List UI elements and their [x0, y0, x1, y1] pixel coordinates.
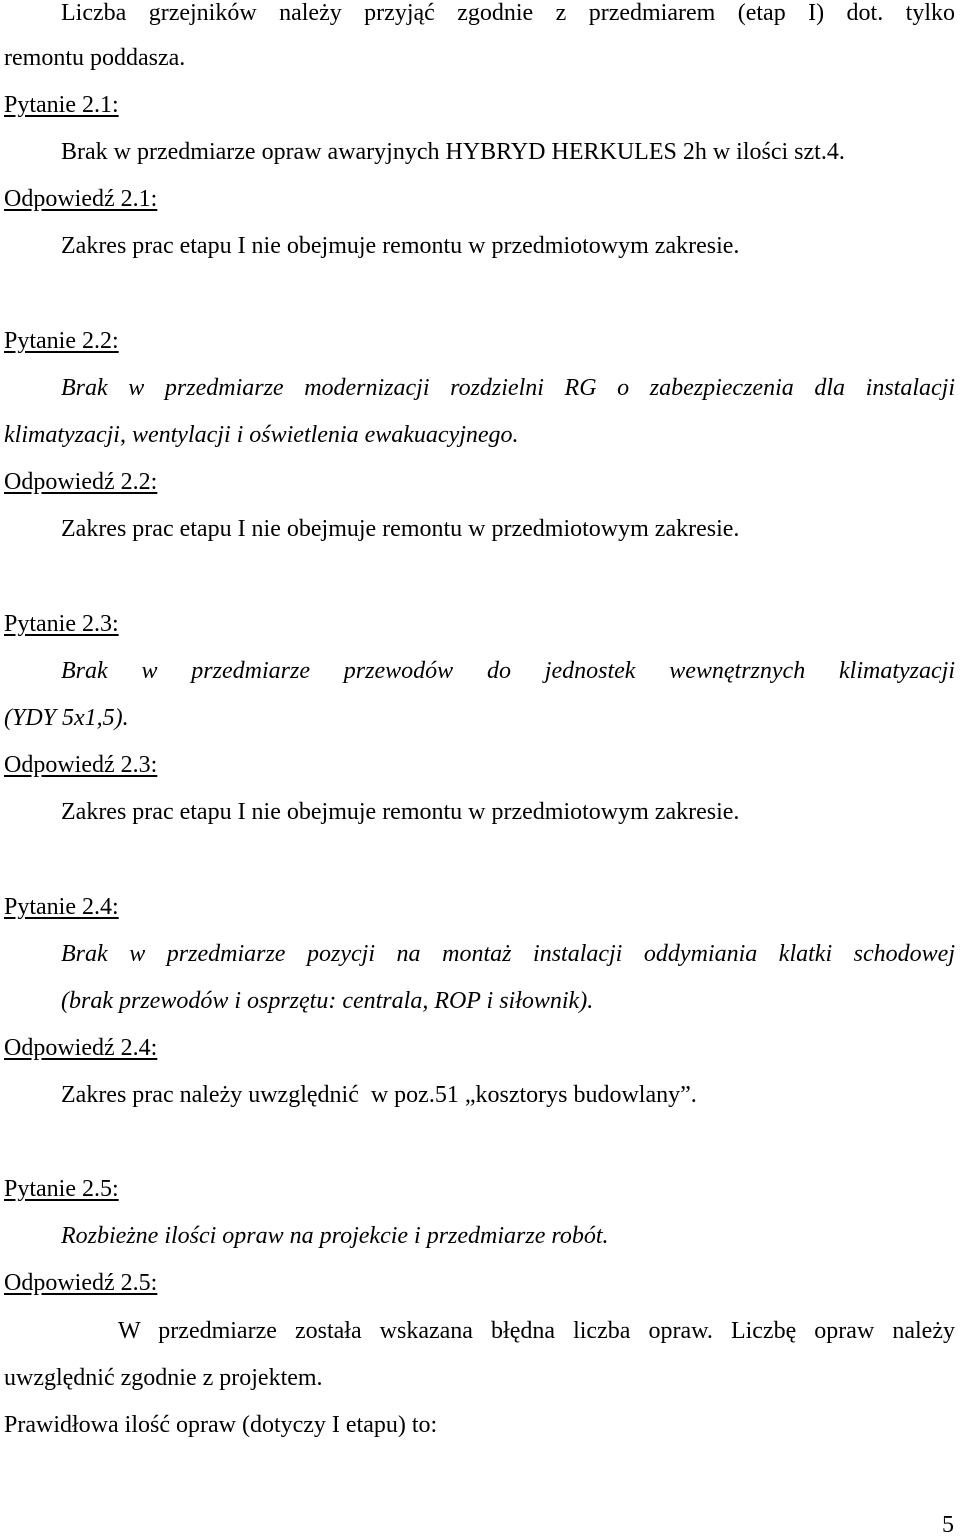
intro-line-1: Liczba grzejników należy przyjąć zgodnie z przedmiarem (etap I) dot. tylko: [61, 0, 955, 26]
answer-2-5-text-line-1: W przedmiarze została wskazana błędna liczba opraw. Liczbę opraw należy: [118, 1318, 955, 1344]
question-2-2-text-line-1: Brak w przedmiarze modernizacji rozdzielni RG o zabezpieczenia dla instalacji: [61, 375, 955, 401]
question-2-5-label: Pytanie 2.5:: [4, 1176, 119, 1202]
answer-2-3-label: Odpowiedź 2.3:: [4, 752, 158, 778]
answer-2-2-text: Zakres prac etapu I nie obejmuje remontu w przedmiotowym zakresie.: [61, 516, 740, 542]
answer-2-5-text-line-2: uwzględnić zgodnie z projektem.: [4, 1365, 323, 1391]
question-2-2-label: Pytanie 2.2:: [4, 328, 119, 354]
answer-2-5-text-line-3: Prawidłowa ilość opraw (dotyczy I etapu) to:: [4, 1412, 438, 1438]
question-2-3-label: Pytanie 2.3:: [4, 611, 119, 637]
answer-2-5-label: Odpowiedź 2.5:: [4, 1270, 158, 1296]
question-2-1-label: Pytanie 2.1:: [4, 92, 119, 118]
question-2-5-text: Rozbieżne ilości opraw na projekcie i przedmiarze robót.: [61, 1223, 609, 1249]
question-2-4-text-line-1: Brak w przedmiarze pozycji na montaż instalacji oddymiania klatki schodowej: [61, 941, 955, 967]
answer-2-2-label: Odpowiedź 2.2:: [4, 469, 158, 495]
answer-2-1-text: Zakres prac etapu I nie obejmuje remontu w przedmiotowym zakresie.: [61, 233, 740, 259]
question-2-1-text: Brak w przedmiarze opraw awaryjnych HYBRYD HERKULES 2h w ilości szt.4.: [61, 139, 845, 165]
question-2-3-text-line-2: (YDY 5x1,5).: [4, 705, 129, 731]
answer-2-4-text: Zakres prac należy uwzględnić w poz.51 „kosztorys budowlany”.: [61, 1082, 697, 1108]
question-2-4-label: Pytanie 2.4:: [4, 894, 119, 920]
intro-line-2: remontu poddasza.: [4, 45, 186, 71]
answer-2-4-label: Odpowiedź 2.4:: [4, 1035, 158, 1061]
answer-2-1-label: Odpowiedź 2.1:: [4, 186, 158, 212]
question-2-2-text-line-2: klimatyzacji, wentylacji i oświetlenia ewakuacyjnego.: [4, 422, 519, 448]
question-2-3-text-line-1: Brak w przedmiarze przewodów do jednostek wewnętrznych klimatyzacji: [61, 658, 955, 684]
question-2-4-text-line-2: (brak przewodów i osprzętu: centrala, ROP i siłownik).: [61, 988, 594, 1014]
page-number: 5: [942, 1512, 954, 1538]
answer-2-3-text: Zakres prac etapu I nie obejmuje remontu w przedmiotowym zakresie.: [61, 799, 740, 825]
